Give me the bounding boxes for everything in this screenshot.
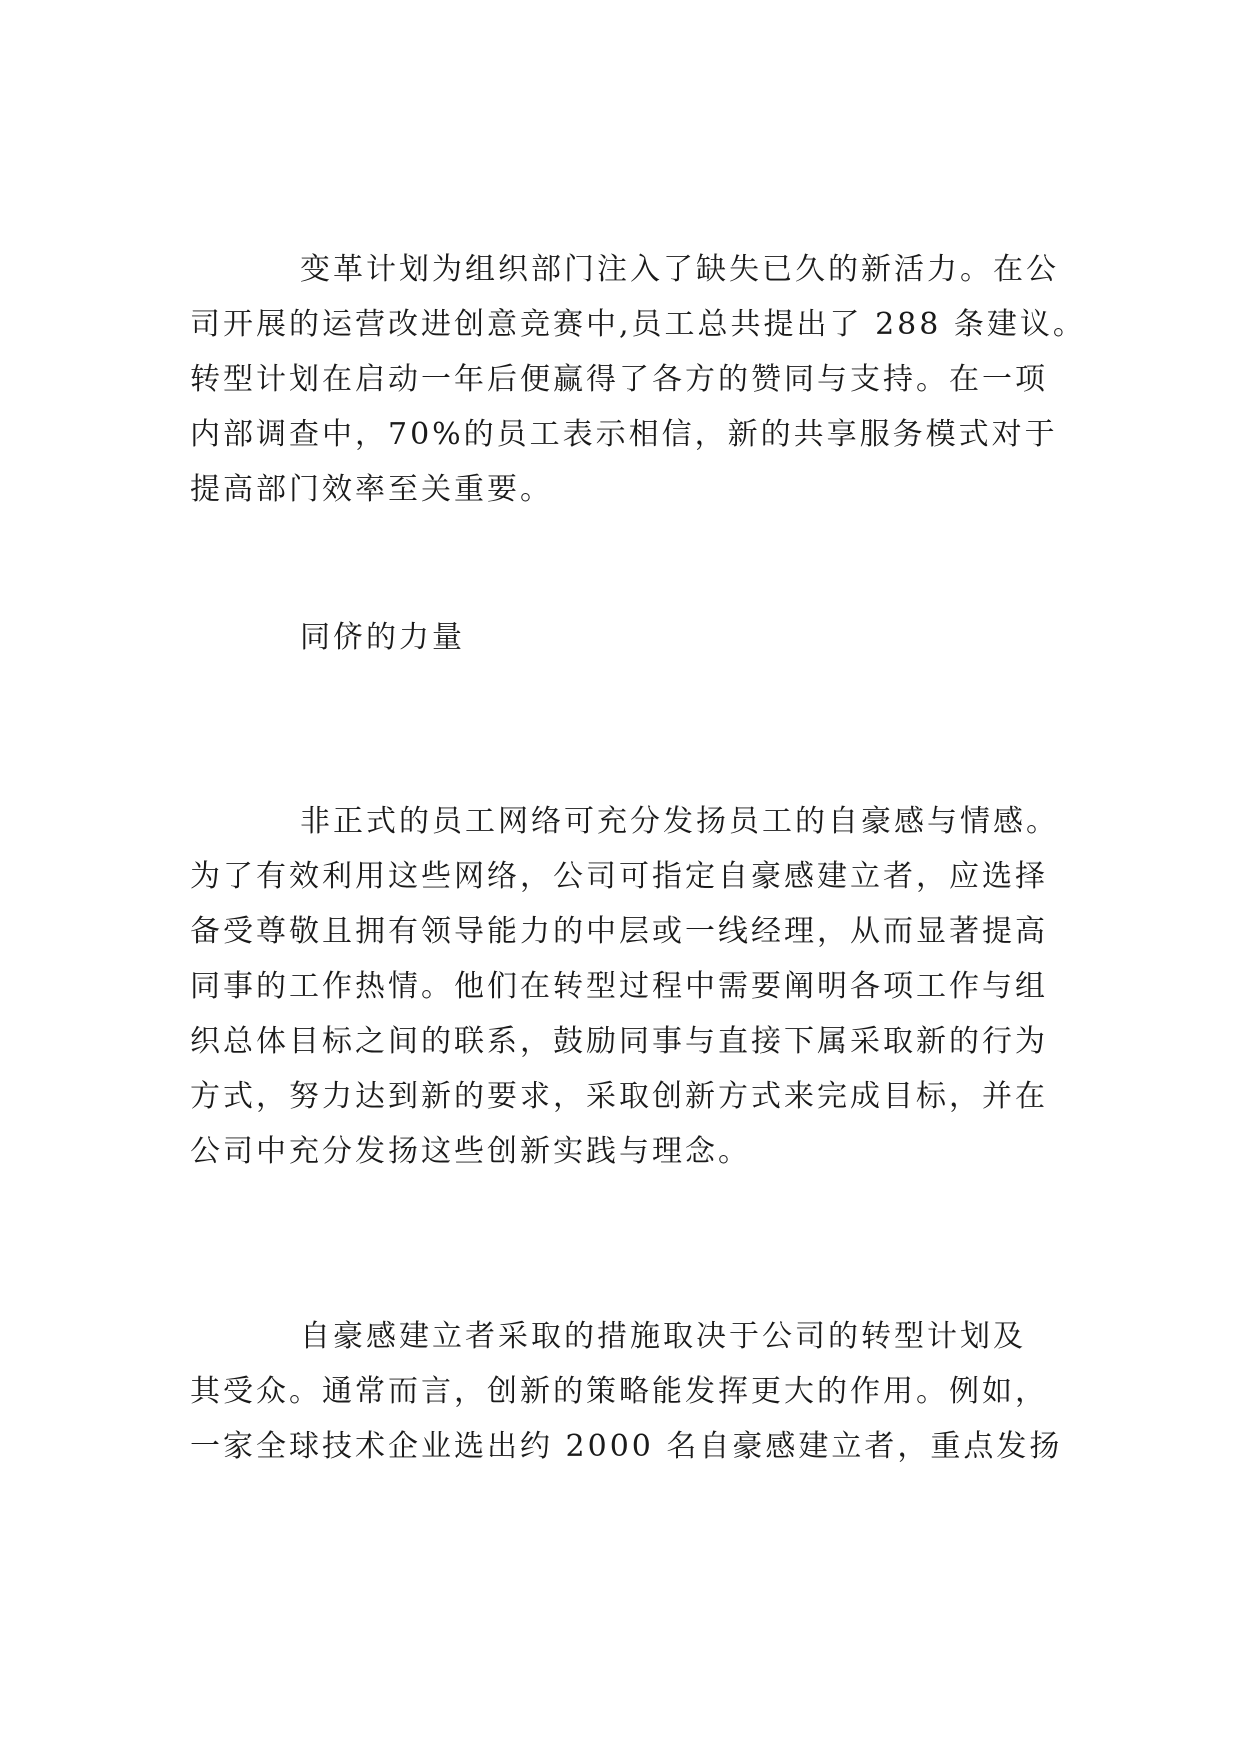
- paragraph-line: 非正式的员工网络可充分发扬员工的自豪感与情感。: [300, 804, 1059, 839]
- paragraph-line: 织总体目标之间的联系，鼓励同事与直接下属采取新的行为: [190, 1024, 1048, 1059]
- paragraph-line: 司开展的运营改进创意竞赛中,员工总共提出了 288 条建议。: [190, 307, 1086, 342]
- paragraph-line: 内部调查中，70%的员工表示相信，新的共享服务模式对于: [190, 417, 1058, 452]
- paragraph-line: 为了有效利用这些网络，公司可指定自豪感建立者，应选择: [190, 859, 1048, 894]
- paragraph-line: 公司中充分发扬这些创新实践与理念。: [190, 1134, 751, 1169]
- paragraph-line: 转型计划在启动一年后便赢得了各方的赞同与支持。在一项: [190, 362, 1048, 397]
- section-heading: 同侪的力量: [300, 620, 465, 655]
- paragraph-line: 备受尊敬且拥有领导能力的中层或一线经理，从而显著提高: [190, 914, 1048, 949]
- paragraph-line: 方式，努力达到新的要求，采取创新方式来完成目标，并在: [190, 1079, 1048, 1114]
- paragraph-line: 其受众。通常而言，创新的策略能发挥更大的作用。例如，: [190, 1374, 1048, 1409]
- paragraph-line: 一家全球技术企业选出约 2000 名自豪感建立者，重点发扬: [190, 1429, 1063, 1464]
- paragraph-line: 自豪感建立者采取的措施取决于公司的转型计划及: [300, 1319, 1026, 1354]
- paragraph-line: 同事的工作热情。他们在转型过程中需要阐明各项工作与组: [190, 969, 1048, 1004]
- paragraph-line: 提高部门效率至关重要。: [190, 472, 553, 507]
- paragraph-line: 变革计划为组织部门注入了缺失已久的新活力。在公: [300, 252, 1059, 287]
